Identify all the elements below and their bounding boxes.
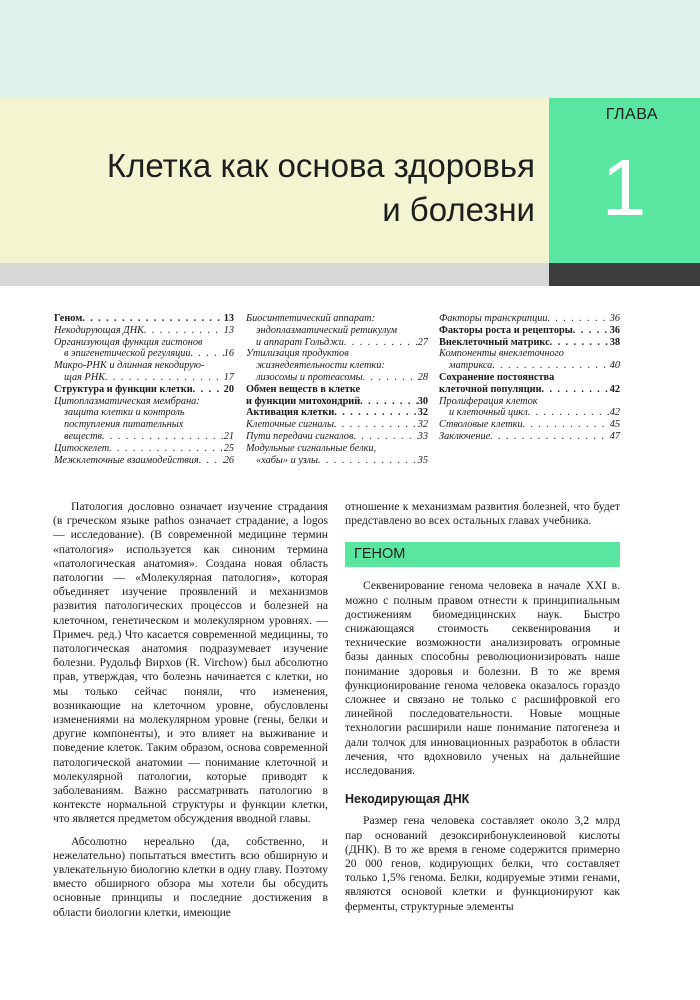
toc-entry-text[interactable]: Цитоплазматическая мембрана: [54, 395, 200, 407]
toc-entry-text[interactable]: защита клетки и контроль [64, 407, 185, 419]
toc-entry[interactable]: Внеклеточный матрикс . . . 38 [439, 337, 620, 349]
toc-entry[interactable]: матрикса . . . 40 [439, 360, 620, 372]
toc-entry-text[interactable]: поступления питательных [64, 419, 184, 431]
toc-entry[interactable]: и аппарат Гольджи . . . 27 [246, 337, 428, 349]
subheading-noncoding-dna: Некодирующая ДНК [345, 792, 470, 807]
chapter-dark-box [549, 263, 700, 286]
toc-entry-text[interactable]: Обмен веществ в клетке [246, 383, 361, 395]
section-heading-genome: ГЕНОМ [345, 542, 620, 567]
toc-entry[interactable]: Цитоскелет . . . 25 [54, 443, 234, 455]
toc-entry[interactable]: Структура и функции клетки . . . 20 [54, 384, 234, 396]
toc-entry[interactable]: Стволовые клетки . . . 45 [439, 419, 620, 431]
toc-entry-text[interactable]: жизнедеятельности клетки: [256, 360, 385, 372]
chapter-title [15, 144, 535, 232]
toc-column-2 [246, 313, 428, 466]
toc-entry-text[interactable]: Организующая функция гистонов [54, 336, 203, 348]
toc-entry[interactable]: клеточной популяции . . . 42 [439, 384, 620, 396]
body-paragraph: Патология дословно означает изучение страдания (в греческом языке pathos означает страдание, а logos — исследование). (В современной медицине термин «патология» используется как синоним термина «патологическая анатомия». Создана новая область патологии — «Молекулярная патология», которая объединяет изучение проявлений и механизмов развития патологических процессов и болезней на клеточном, генетическом и молекулярном уровнях. — Примеч. ред.) Что касается современной медицины, то патологическая анатомия подразумевает изучение болезни. Рудольф Вирхов (R. Virchow) был абсолютно прав, утверждая, что болезнь начинается с клетки, но мы только сейчас поняли, что изменения, возникающие на клеточном уровне, обусловлены изменениями на молекулярном уровне (гены, белки и другие компоненты), и это влияет на выживание и поведение клеток. Таким образом, основа современной патологической анатомии — понимание клеточной и молекулярной патологии, которые приводят к заболеваниям. Важно рассматривать патологию в контексте нормальной структуры и функции клетки, что является предметом обсуждения вводной главы. [53, 500, 328, 826]
toc-entry[interactable]: Факторы роста и рецепторы . . . 36 [439, 325, 620, 337]
toc-entry[interactable]: веществ . . . 21 [54, 431, 234, 443]
toc-entry[interactable]: Пути передачи сигналов . . . 33 [246, 431, 428, 443]
toc-entry[interactable]: лизосомы и протеасомы . . . 28 [246, 372, 428, 384]
toc-entry-text[interactable]: Микро-РНК и длинная некодирую- [54, 360, 205, 372]
toc-entry-text[interactable]: Биосинтетический аппарат: [246, 313, 376, 324]
toc-entry[interactable]: Факторы транскрипции . . . 36 [439, 313, 620, 325]
toc-entry-text[interactable]: эндоплазматический ретикулум [256, 324, 398, 336]
toc-entry-text[interactable]: Утилизация продуктов [246, 348, 349, 360]
toc-entry[interactable]: Некодирующая ДНК . . . 13 [54, 325, 234, 337]
body-column-right [345, 500, 620, 914]
body-column-left [53, 500, 328, 920]
chapter-title-line2: и болезни [382, 191, 535, 228]
toc-entry[interactable]: и функции митохондрий . . . 30 [246, 396, 428, 408]
toc-entry[interactable]: Активация клетки . . . 32 [246, 407, 428, 419]
toc-column-1 [54, 313, 234, 466]
chapter-label: ГЛАВА [605, 106, 658, 123]
chapter-title-line1: Клетка как основа здоровья [106, 147, 535, 184]
toc-entry[interactable]: Заключение . . . 47 [439, 431, 620, 443]
toc-entry[interactable]: Геном . . . 13 [54, 313, 234, 325]
toc-entry[interactable]: Межклеточные взаимодействия . . . 26 [54, 455, 234, 467]
toc-entry[interactable]: щая РНК . . . 17 [54, 372, 234, 384]
toc-entry-text[interactable]: Модульные сигнальные белки, [246, 442, 377, 454]
toc-column-3 [439, 313, 620, 443]
body-paragraph: Размер гена человека составляет около 3,2 млрд пар оснований дезоксирибонуклеиновой кислоты (ДНК). В то же время в геноме содержится примерно 20 000 генов, кодирующих белки, что составляет только 1,5% генома. Белки, кодируемые этими генами, являются основой клетки и функционируют как ферменты, структурные элементы [345, 814, 620, 913]
toc-entry-text[interactable]: Компоненты внеклеточного [439, 348, 564, 360]
toc-entry-text[interactable]: Пролиферация клеток [439, 395, 538, 407]
toc-entry-text[interactable]: Сохранение постоянства [439, 371, 555, 383]
body-paragraph: Секвенирование генома человека в начале XXI в. можно с полным правом отнести к принципиальным достижениям биомедицинских наук. Быстро снижающаяся стоимость секвенирования и технические возможности анализировать огромные базы данных способны революционизировать наше понимание здоровья и болезни. В то же время функционирование генома человека оказалось гораздо сложнее и связано не только с расшифровкой его линейной последовательности. Новые мощные технологии расширили наше понимание патогенеза и дали толчок для инновационных разработок в области лечения, что вдохновило ученых на дальнейшие исследования. [345, 579, 620, 778]
body-paragraph: отношение к механизмам развития болезней, что будет представлено во всех остальных главах учебника. [345, 500, 620, 528]
toc-entry[interactable]: «хабы» и узлы . . . 35 [246, 455, 428, 467]
body-paragraph: Абсолютно нереально (да, собственно, и нежелательно) попытаться вместить всю обширную и увлекательную биологию клетки в одну главу. Поэтому вместо обширного обзора мы хотели бы обсудить основные принципы и последние достижения в области биологии клетки, имеющие [53, 834, 328, 919]
toc-entry[interactable]: в эпигенетической регуляции . . . 16 [54, 348, 234, 360]
top-band [0, 0, 700, 98]
toc-entry[interactable]: и клеточный цикл . . . 42 [439, 407, 620, 419]
gray-band [0, 263, 549, 286]
chapter-number: 1 [601, 143, 647, 232]
toc-entry[interactable]: Клеточные сигналы . . . 32 [246, 419, 428, 431]
